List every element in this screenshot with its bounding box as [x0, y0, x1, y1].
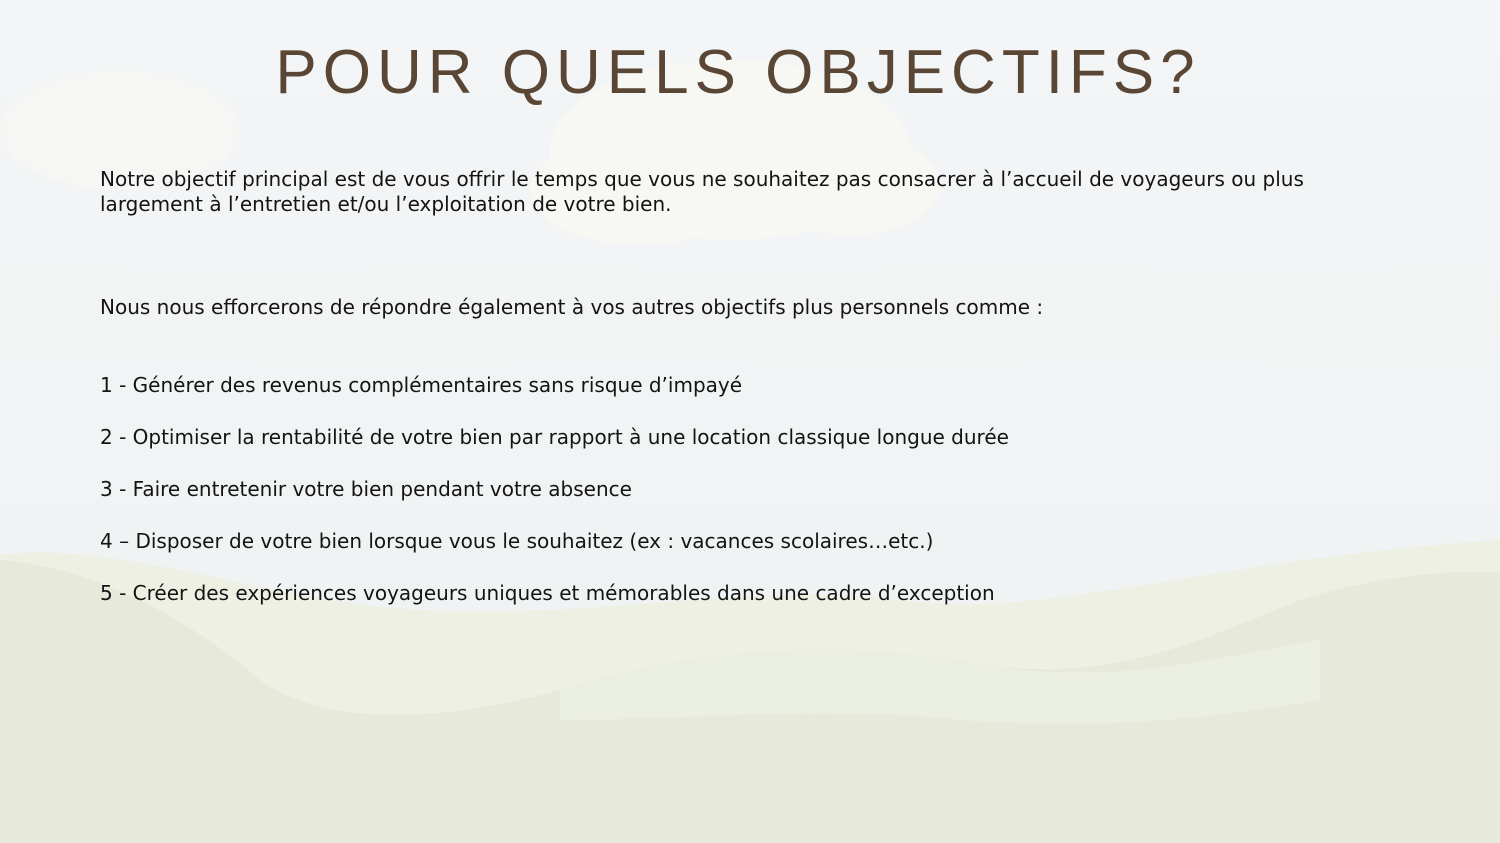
main-objective-paragraph: Notre objectif principal est de vous offrir le temps que vous ne souhaitez pas consacrer à l’accueil de voyageurs ou plus largement à l’entretien et/ou l’exploitation de votre bien.	[100, 167, 1304, 216]
list-item: 3 - Faire entretenir votre bien pendant votre absence	[100, 477, 632, 501]
list-item: 5 - Créer des expériences voyageurs uniques et mémorables dans une cadre d’exception	[100, 581, 995, 605]
list-item: 1 - Générer des revenus complémentaires sans risque d’impayé	[100, 373, 743, 397]
other-objectives-intro: Nous nous efforcerons de répondre également à vos autres objectifs plus personnels comme :	[100, 295, 1044, 319]
slide-content	[100, 167, 1330, 633]
objectives-list	[100, 373, 1330, 606]
slide-title: POUR QUELS OBJECTIFS?	[275, 38, 1201, 107]
list-item: 2 - Optimiser la rentabilité de votre bien par rapport à une location classique longue durée	[100, 425, 1009, 449]
list-item: 4 – Disposer de votre bien lorsque vous le souhaitez (ex : vacances scolaires…etc.)	[100, 529, 934, 553]
